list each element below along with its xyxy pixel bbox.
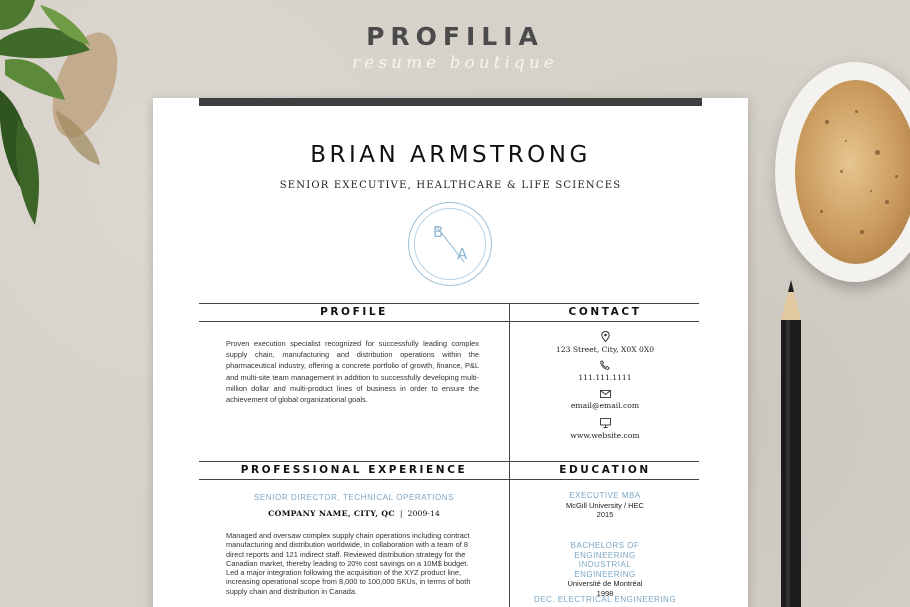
contact-address — [510, 331, 700, 354]
pencil-decoration — [778, 280, 804, 607]
experience-separator: | — [399, 509, 403, 518]
education-entry — [510, 491, 700, 520]
experience-role: SENIOR DIRECTOR, TECHNICAL OPERATIONS — [253, 493, 455, 502]
divider-experience-top — [199, 461, 699, 462]
monogram-second-initial: A — [457, 245, 468, 263]
monogram-slash — [436, 226, 464, 262]
divider-experience-bottom — [199, 479, 699, 480]
contact-phone-text: 111.111.1111 — [578, 373, 632, 382]
section-heading-education: EDUCATION — [559, 464, 651, 476]
plant-leaves-decoration — [0, 0, 130, 235]
coffee-cup-decoration — [775, 62, 910, 282]
brand-name: PROFILIA — [366, 22, 544, 51]
experience-description: Managed and oversaw complex supply chain operations including contract manufacturing and distribution worldwide, in collaboration with a team of 8 direct reports and 121 indirect staff. Reviewed distribution strategy for the Canadian market, thereby leading to 20% cost savings on a 10M$ budget. Led a major integration following the acquisition of the XYZ product line, increasing operational scope from 8,000 to 100,000 SKUs, in terms of both supply chain and distribution in Canada. — [226, 531, 471, 596]
education-entry — [510, 541, 700, 598]
contact-address-text: 123 Street, City, X0X 0X0 — [555, 345, 655, 354]
education-school: McGill University / HEC — [566, 500, 644, 510]
location-pin-icon — [601, 331, 610, 342]
envelope-icon — [600, 390, 611, 398]
experience-dates: 2009-14 — [407, 509, 440, 518]
monogram-first-initial: B — [433, 223, 444, 241]
resume-name: BRIAN ARMSTRONG — [310, 142, 591, 168]
education-entry — [510, 595, 700, 605]
education-degree: BACHELORS OF ENGINEERING INDUSTRIAL ENGINEERING — [570, 541, 640, 579]
coffee-foam — [795, 80, 910, 264]
experience-company: COMPANY NAME, CITY, QC — [268, 509, 395, 518]
resume-paper — [153, 98, 748, 607]
monitor-icon — [600, 418, 611, 428]
education-degree: DEC. ELECTRICAL ENGINEERING — [533, 595, 677, 604]
contact-website — [510, 418, 700, 440]
monogram-logo — [408, 202, 492, 286]
brand-tagline: resume boutique — [352, 53, 558, 73]
experience-company-line — [199, 509, 509, 518]
profile-summary: Proven execution specialist recognized for successfully leading complex supply chain, manufacturing and distribution operations within the pharmaceutical industry, offering a concrete portfolio of growth, finance, P&L and multi-site team management in addition to successfully developing multi-million dollar and multi-product lines of business in order to ensure the achievement of global organizational goals. — [226, 339, 479, 405]
divider-profile-bottom — [199, 321, 699, 322]
contact-email — [510, 390, 700, 410]
education-school: Université de Montréal — [567, 579, 643, 588]
resume-top-bar — [199, 98, 702, 106]
section-heading-profile: PROFILE — [320, 306, 388, 318]
section-heading-contact: CONTACT — [568, 306, 642, 318]
contact-website-text: www.website.com — [570, 431, 640, 440]
contact-phone — [510, 360, 700, 382]
section-heading-experience: PROFESSIONAL EXPERIENCE — [240, 464, 468, 476]
resume-title: SENIOR EXECUTIVE, HEALTHCARE & LIFE SCIENCES — [279, 180, 622, 191]
contact-email-text: email@email.com — [570, 401, 640, 410]
brand-header — [0, 22, 910, 73]
divider-profile-top — [199, 303, 699, 304]
education-year: 2015 — [596, 510, 614, 519]
education-year: 1998 — [596, 588, 614, 598]
education-degree: EXECUTIVE MBA — [569, 491, 641, 500]
phone-icon — [600, 360, 610, 370]
